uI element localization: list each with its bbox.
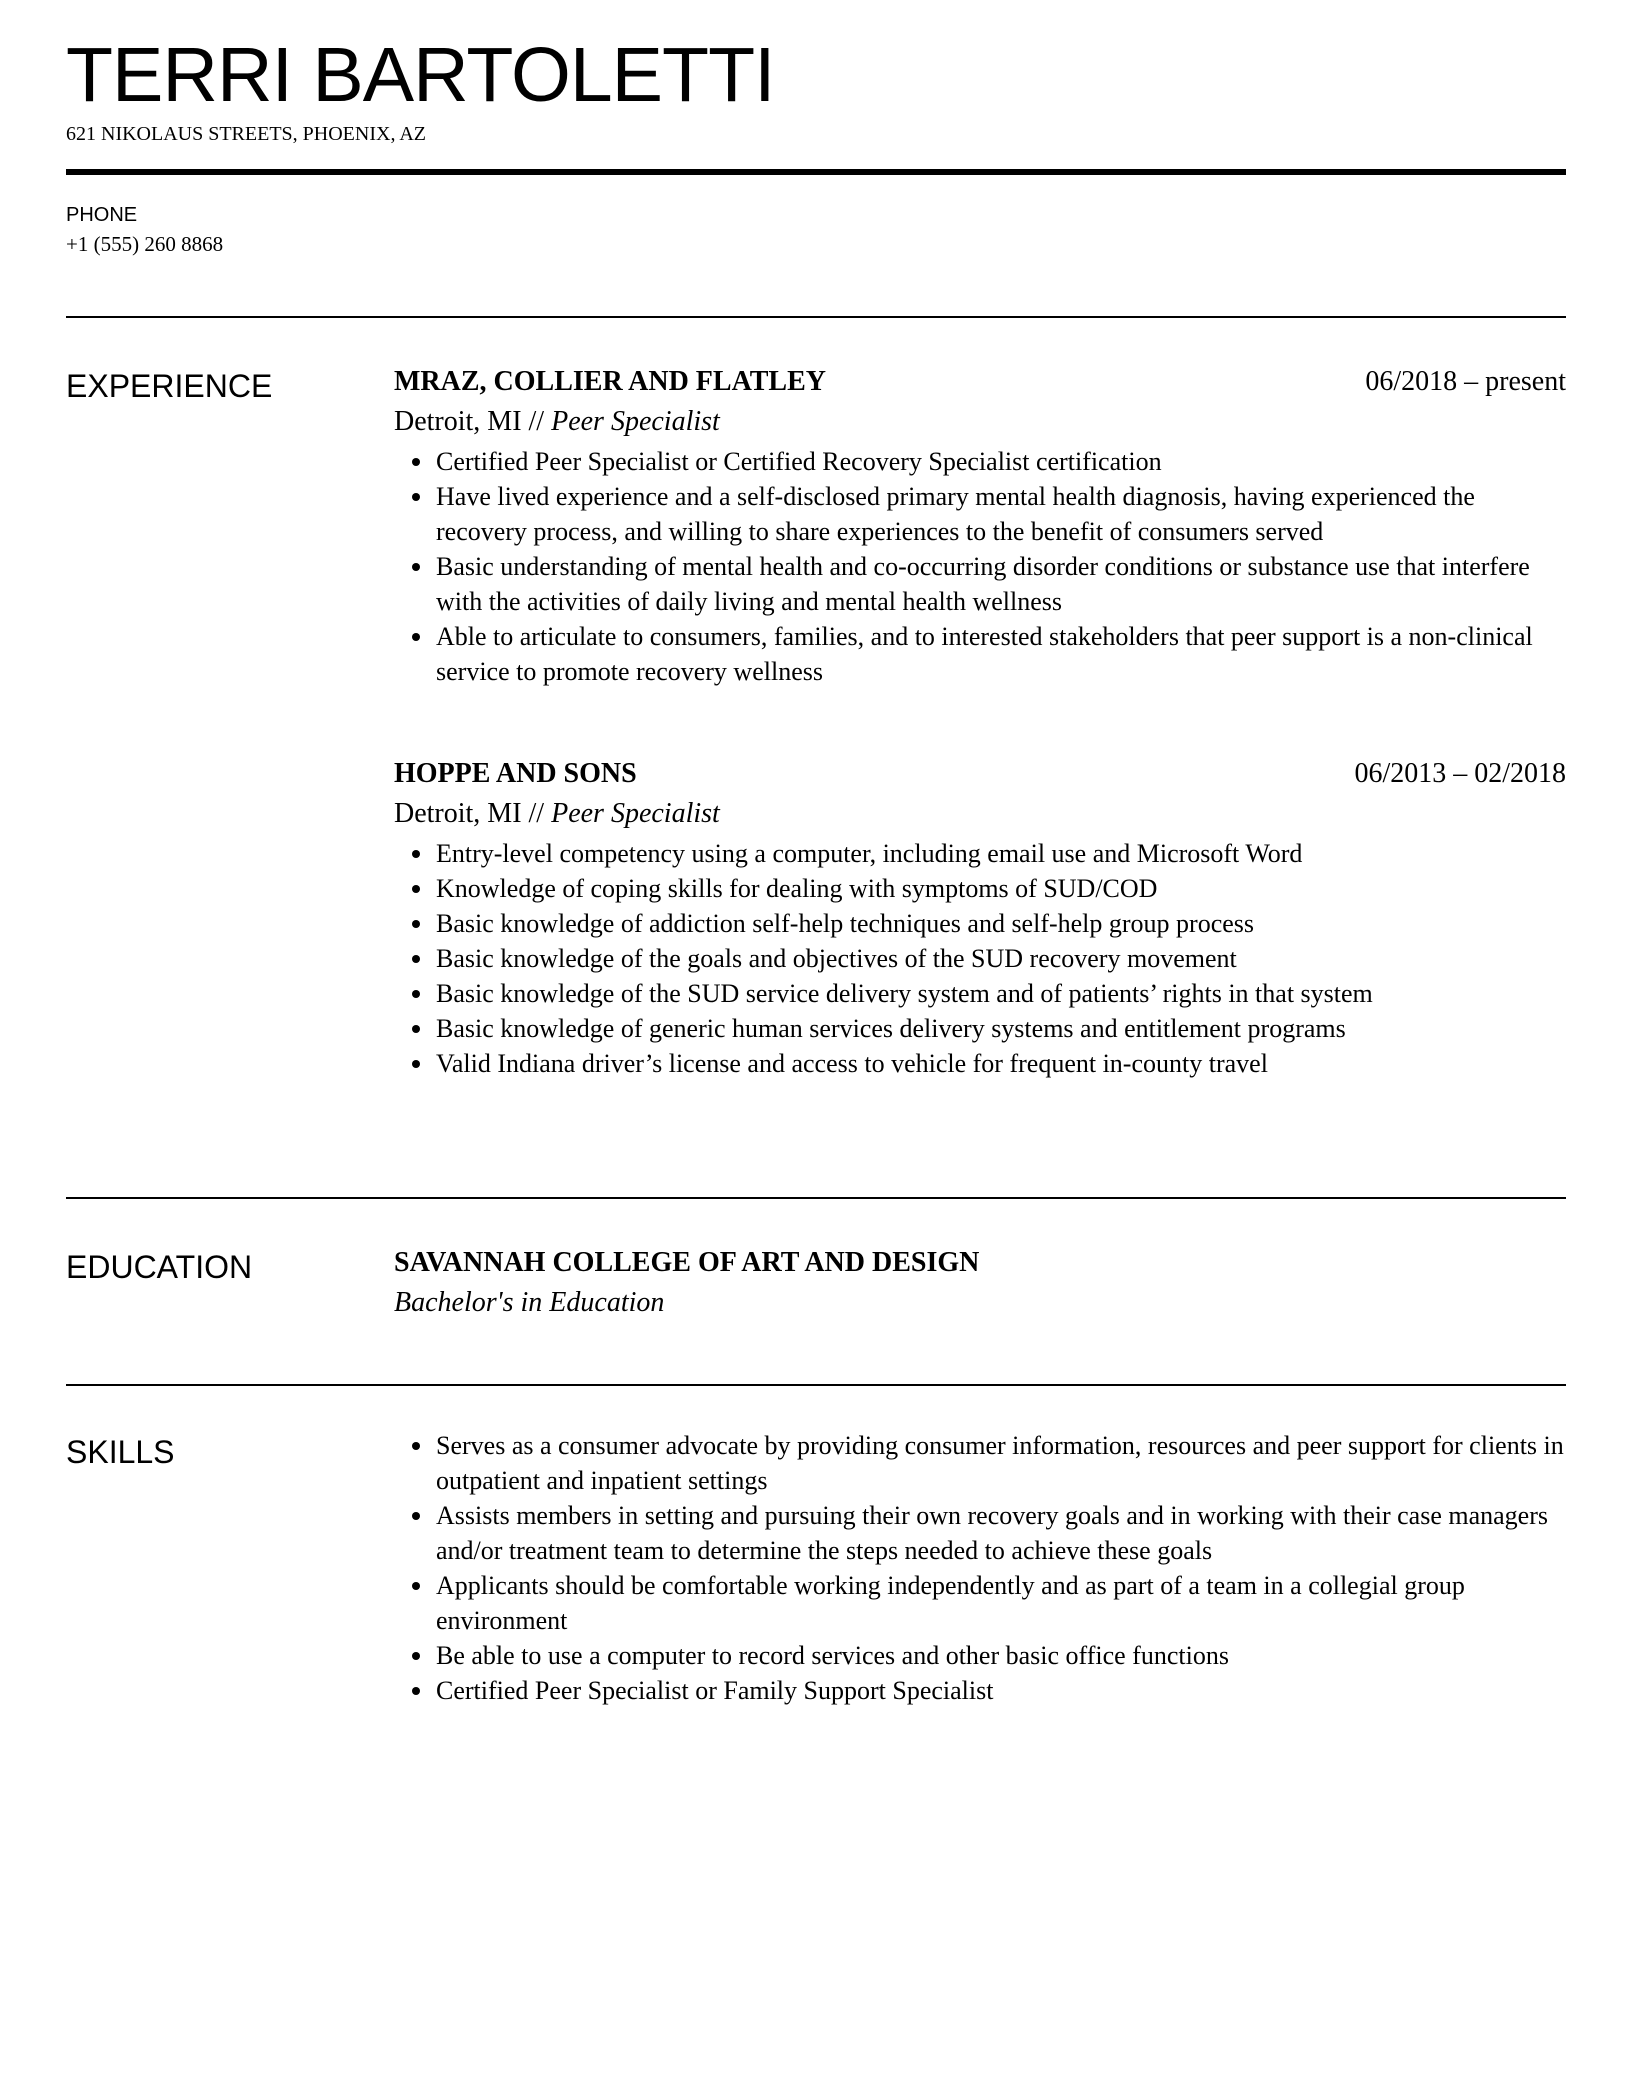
bullet-icon [412,1512,420,1520]
job-bullet-text: Basic knowledge of the SUD service delivery system and of patients’ rights in that system [436,979,1373,1008]
job-bullet-text: Basic understanding of mental health and co-occurring disorder conditions or substance use that interfere with the activities of daily living and mental health wellness [436,552,1530,616]
job-header [394,362,1566,402]
bullet-icon [412,1652,420,1660]
job-bullet [436,871,1566,906]
job-bullet [436,1011,1566,1046]
phone-label: PHONE [66,204,138,226]
job-bullet [436,941,1566,976]
job-bullet-text: Entry-level competency using a computer, including email use and Microsoft Word [436,839,1303,868]
job-bullet-text: Have lived experience and a self-disclosed primary mental health diagnosis, having experienced the recovery process, and willing to share experiences to the benefit of consumers served [436,482,1475,546]
education-degree: Bachelor's in Education [394,1287,665,1318]
job-separator: // [521,406,552,437]
bullet-icon [412,1687,420,1695]
bullet-icon [412,885,420,893]
bullet-icon [412,955,420,963]
job-bullet [436,836,1566,871]
job-bullet-text: Knowledge of coping skills for dealing with symptoms of SUD/COD [436,874,1158,903]
job-bullet [436,1046,1566,1081]
job-location: Detroit, MI [394,798,522,829]
candidate-name: TERRI BARTOLETTI [66,32,775,118]
candidate-address: 621 NIKOLAUS STREETS, PHOENIX, AZ [66,123,426,145]
bullet-icon [412,1582,420,1590]
job-entry [394,754,1566,1081]
bullet-icon [412,1060,420,1068]
skill-item [436,1638,1566,1673]
job-bullet-text: Certified Peer Specialist or Certified Recovery Specialist certification [436,447,1162,476]
job-bullet [436,479,1566,549]
job-company: HOPPE AND SONS [394,758,637,789]
skills-entries [394,1428,1566,1708]
bullet-icon [412,1442,420,1450]
job-role: Peer Specialist [551,406,720,437]
job-bullet-text: Basic knowledge of generic human services delivery systems and entitlement programs [436,1014,1346,1043]
bullet-icon [412,458,420,466]
bullet-icon [412,1025,420,1033]
job-location: Detroit, MI [394,406,522,437]
job-location-role [394,402,1566,442]
skill-text: Be able to use a computer to record services and other basic office functions [436,1641,1229,1670]
bullet-icon [412,563,420,571]
resume-page [66,0,1566,2098]
skill-text: Assists members in setting and pursuing their own recovery goals and in working with their case managers and/or treatment team to determine the steps needed to achieve these goals [436,1501,1548,1565]
job-bullet-text: Able to articulate to consumers, families, and to interested stakeholders that peer support is a non-clinical service to promote recovery wellness [436,622,1533,686]
job-bullet [436,549,1566,619]
education-section-title: EDUCATION [66,1249,253,1285]
header-divider [66,169,1566,175]
job-location-role [394,794,1566,834]
skill-item [436,1498,1566,1568]
job-company: MRAZ, COLLIER AND FLATLEY [394,366,826,397]
skill-item [436,1428,1566,1498]
education-school: SAVANNAH COLLEGE OF ART AND DESIGN [394,1247,980,1278]
job-dates: 06/2018 – present [1365,366,1566,397]
education-divider [66,1384,1566,1386]
job-role: Peer Specialist [551,798,720,829]
job-bullet [436,444,1566,479]
skills-section-title: SKILLS [66,1434,175,1470]
experience-section-title: EXPERIENCE [66,368,273,404]
job-bullet [436,976,1566,1011]
education-entry [394,1243,1566,1323]
contact-divider [66,316,1566,318]
job-bullet-text: Basic knowledge of addiction self-help techniques and self-help group process [436,909,1255,938]
skill-text: Certified Peer Specialist or Family Support Specialist [436,1676,994,1705]
phone-value: +1 (555) 260 8868 [66,232,224,256]
job-bullet-text: Basic knowledge of the goals and objectives of the SUD recovery movement [436,944,1237,973]
job-entry [394,362,1566,689]
skill-item [436,1568,1566,1638]
bullet-icon [412,850,420,858]
bullet-icon [412,493,420,501]
job-bullets [394,836,1566,1081]
skill-text: Applicants should be comfortable working independently and as part of a team in a collegial group environment [436,1571,1465,1635]
job-bullet [436,619,1566,689]
experience-divider [66,1197,1566,1199]
skill-item [436,1673,1566,1708]
job-bullet-text: Valid Indiana driver’s license and access to vehicle for frequent in-county travel [436,1049,1268,1078]
skill-text: Serves as a consumer advocate by providing consumer information, resources and peer support for clients in outpatient and inpatient settings [436,1431,1564,1495]
skills-list [394,1428,1566,1708]
bullet-icon [412,990,420,998]
experience-entries [394,362,1566,1081]
job-bullets [394,444,1566,689]
job-bullet [436,906,1566,941]
bullet-icon [412,633,420,641]
job-separator: // [521,798,552,829]
job-header [394,754,1566,794]
job-dates: 06/2013 – 02/2018 [1354,758,1566,789]
bullet-icon [412,920,420,928]
